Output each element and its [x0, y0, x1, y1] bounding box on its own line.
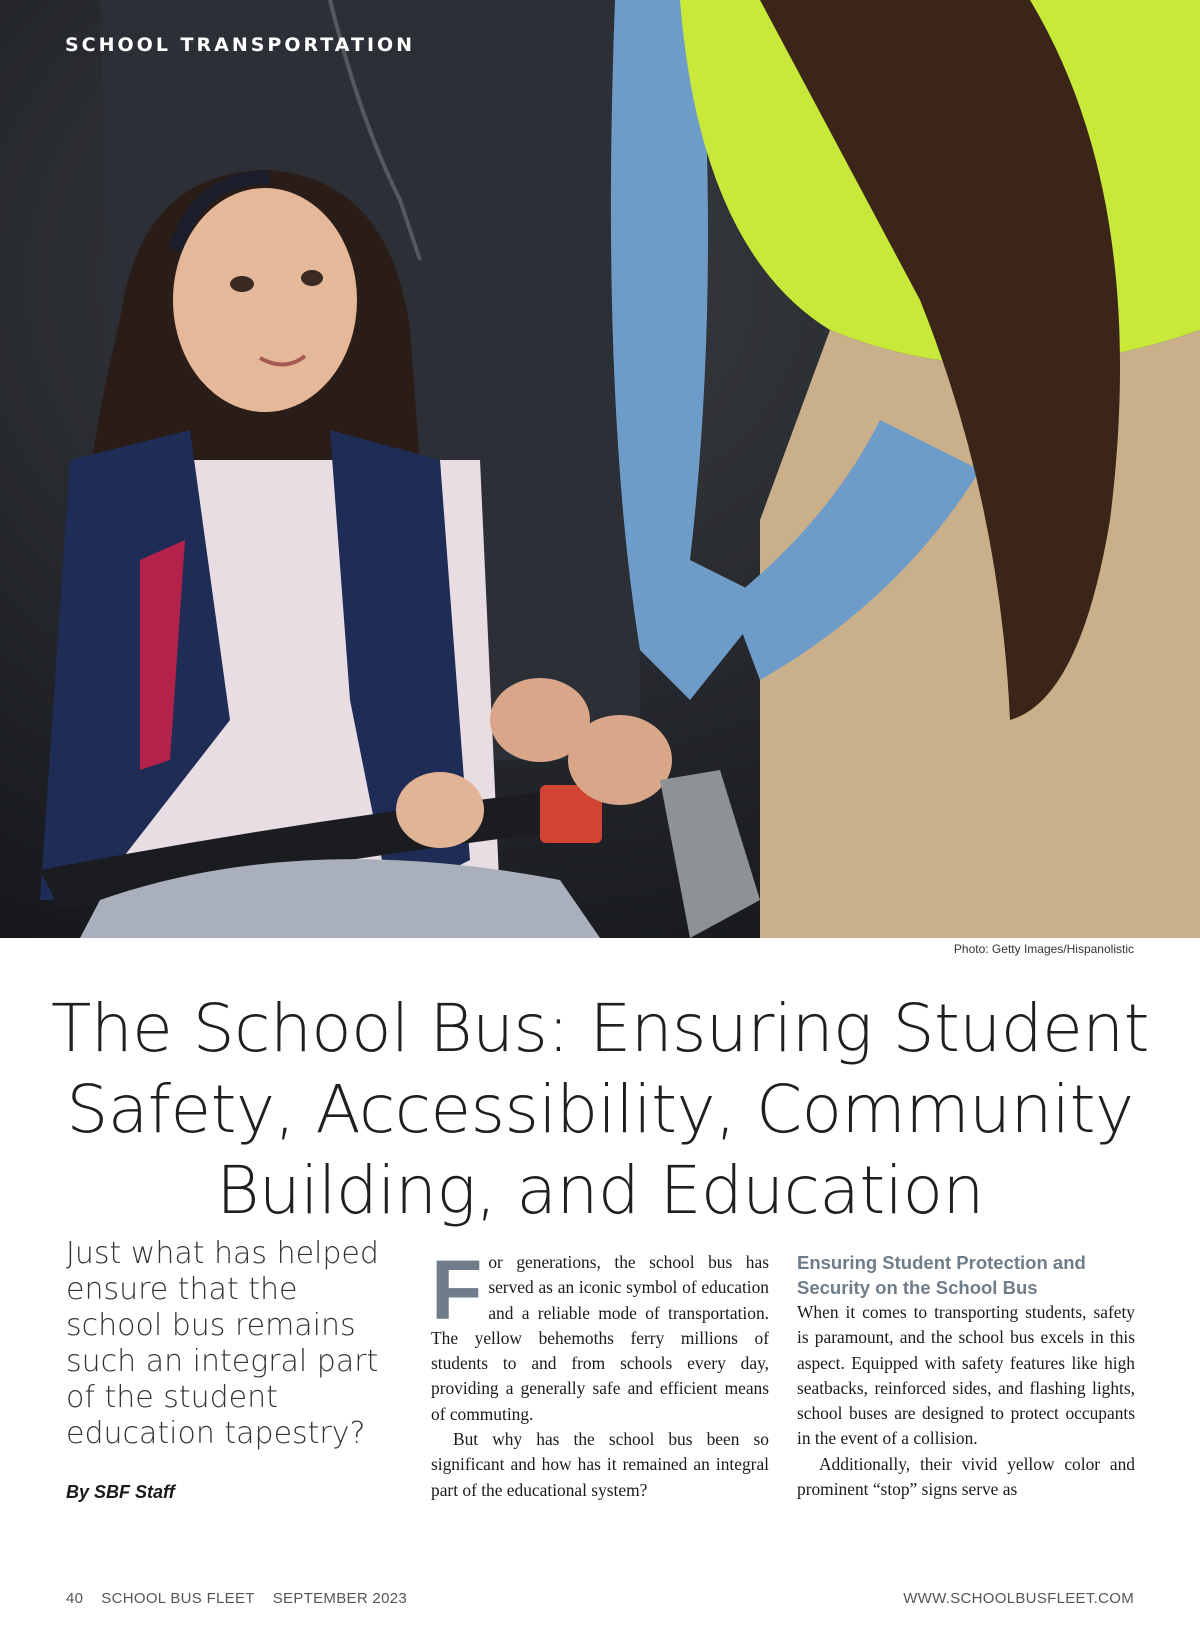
body-paragraph-4: Additionally, their vivid yellow color and prominent “stop” signs serve as — [797, 1453, 1135, 1500]
headline-line-1: The School Bus: Ensuring Student — [51, 990, 1149, 1067]
photo-credit: Photo: Getty Images/Hispanolistic — [953, 942, 1134, 956]
page-number: 40 — [66, 1590, 84, 1607]
footer-left — [66, 1590, 425, 1607]
issue-date: SEPTEMBER 2023 — [272, 1590, 408, 1607]
subhead: Ensuring Student Protection and Security on the School Bus — [797, 1252, 1086, 1298]
body-paragraph-3: When it comes to transporting students, safety is paramount, and the school bus excels in this aspect. Equipped with safety features like high seatbacks, reinforced sides, and flashing lights, school buses are designed to protect occupants in the event of a collision. — [797, 1302, 1135, 1449]
drop-cap: F — [431, 1243, 483, 1337]
body-paragraph-1 — [431, 1243, 769, 1427]
headline — [40, 988, 1160, 1231]
website-url: WWW.SCHOOLBUSFLEET.COM — [903, 1590, 1134, 1607]
body-paragraph-2: But why has the school bus been so significant and how has it remained an integral part of the educational system? — [431, 1429, 769, 1500]
body-column-2 — [797, 1250, 1135, 1502]
body-paragraph-1-text: or generations, the school bus has served as an iconic symbol of education and a reliable mode of transportation. The yellow behemoths ferry millions of students to and from schools every day, providing a generally safe and efficient means of commuting. — [431, 1252, 769, 1424]
byline: By SBF Staff — [66, 1482, 175, 1502]
deck-text: Just what has helped ensure that the school bus remains such an integral part of the student education tapestry? — [66, 1236, 379, 1451]
section-label: SCHOOL TRANSPORTATION — [65, 34, 416, 56]
publication-name: SCHOOL BUS FLEET — [101, 1590, 255, 1607]
headline-line-3: Building, and Education — [216, 1152, 984, 1229]
headline-line-2: Safety, Accessibility, Community — [66, 1071, 1134, 1148]
body-column-1 — [431, 1243, 769, 1503]
